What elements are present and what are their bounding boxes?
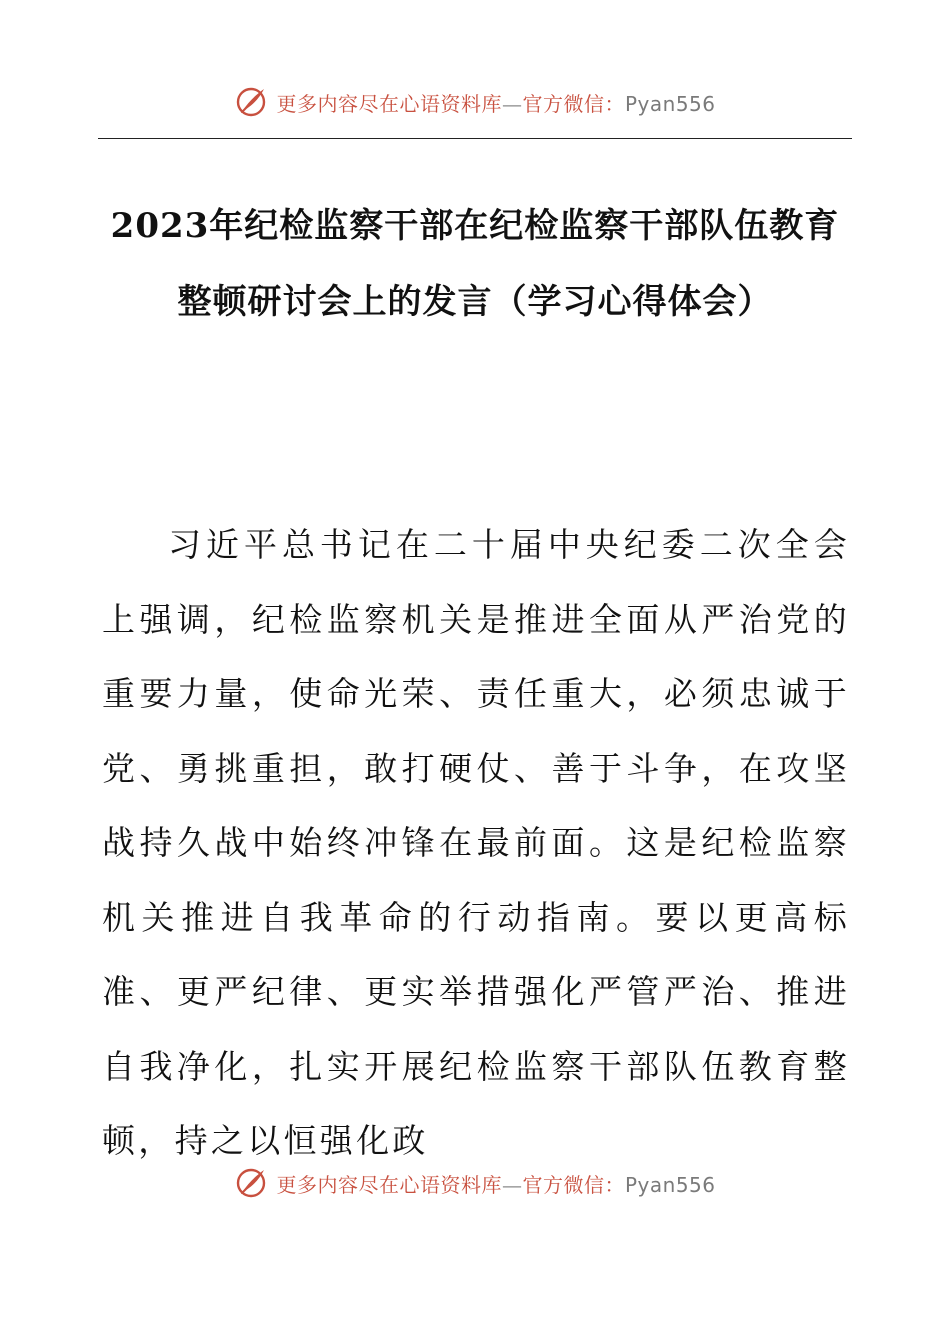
body-paragraph: 习近平总书记在二十届中央纪委二次全会上强调，纪检监察机关是推进全面从严治党的重要力量，使命光荣、责任重大，必须忠诚于党、勇挑重担，敢打硬仗、善于斗争，在攻坚战持久战中始终冲锋在最前面。这是纪检监察机关推进自我革命的行动指南。要以更高标准、更严纪律、更实举措强化严管严治、推进自我净化，扎实开展纪检监察干部队伍教育整顿，持之以恒强化政 — [102, 525, 850, 1160]
watermark-site-text: 更多内容尽在心语资料库 — [276, 1172, 502, 1197]
quill-logo-icon — [234, 85, 268, 119]
header-watermark — [0, 82, 950, 122]
watermark-wechat-id: Pyan556 — [624, 91, 716, 116]
watermark-text — [276, 88, 715, 117]
watermark-dash: — — [501, 91, 523, 116]
watermark-dash: — — [501, 1172, 523, 1197]
header-divider — [98, 138, 852, 139]
watermark-site-text: 更多内容尽在心语资料库 — [276, 91, 502, 116]
watermark-text — [276, 1169, 715, 1198]
footer-watermark — [0, 1163, 950, 1203]
watermark-wechat-label: 官方微信： — [522, 1172, 625, 1197]
document-title: 2023年纪检监察干部在纪检监察干部队伍教育整顿研讨会上的发言（学习心得体会） — [110, 206, 840, 322]
quill-logo-icon — [234, 1166, 268, 1200]
watermark-wechat-label: 官方微信： — [522, 91, 625, 116]
watermark-wechat-id: Pyan556 — [624, 1172, 716, 1197]
